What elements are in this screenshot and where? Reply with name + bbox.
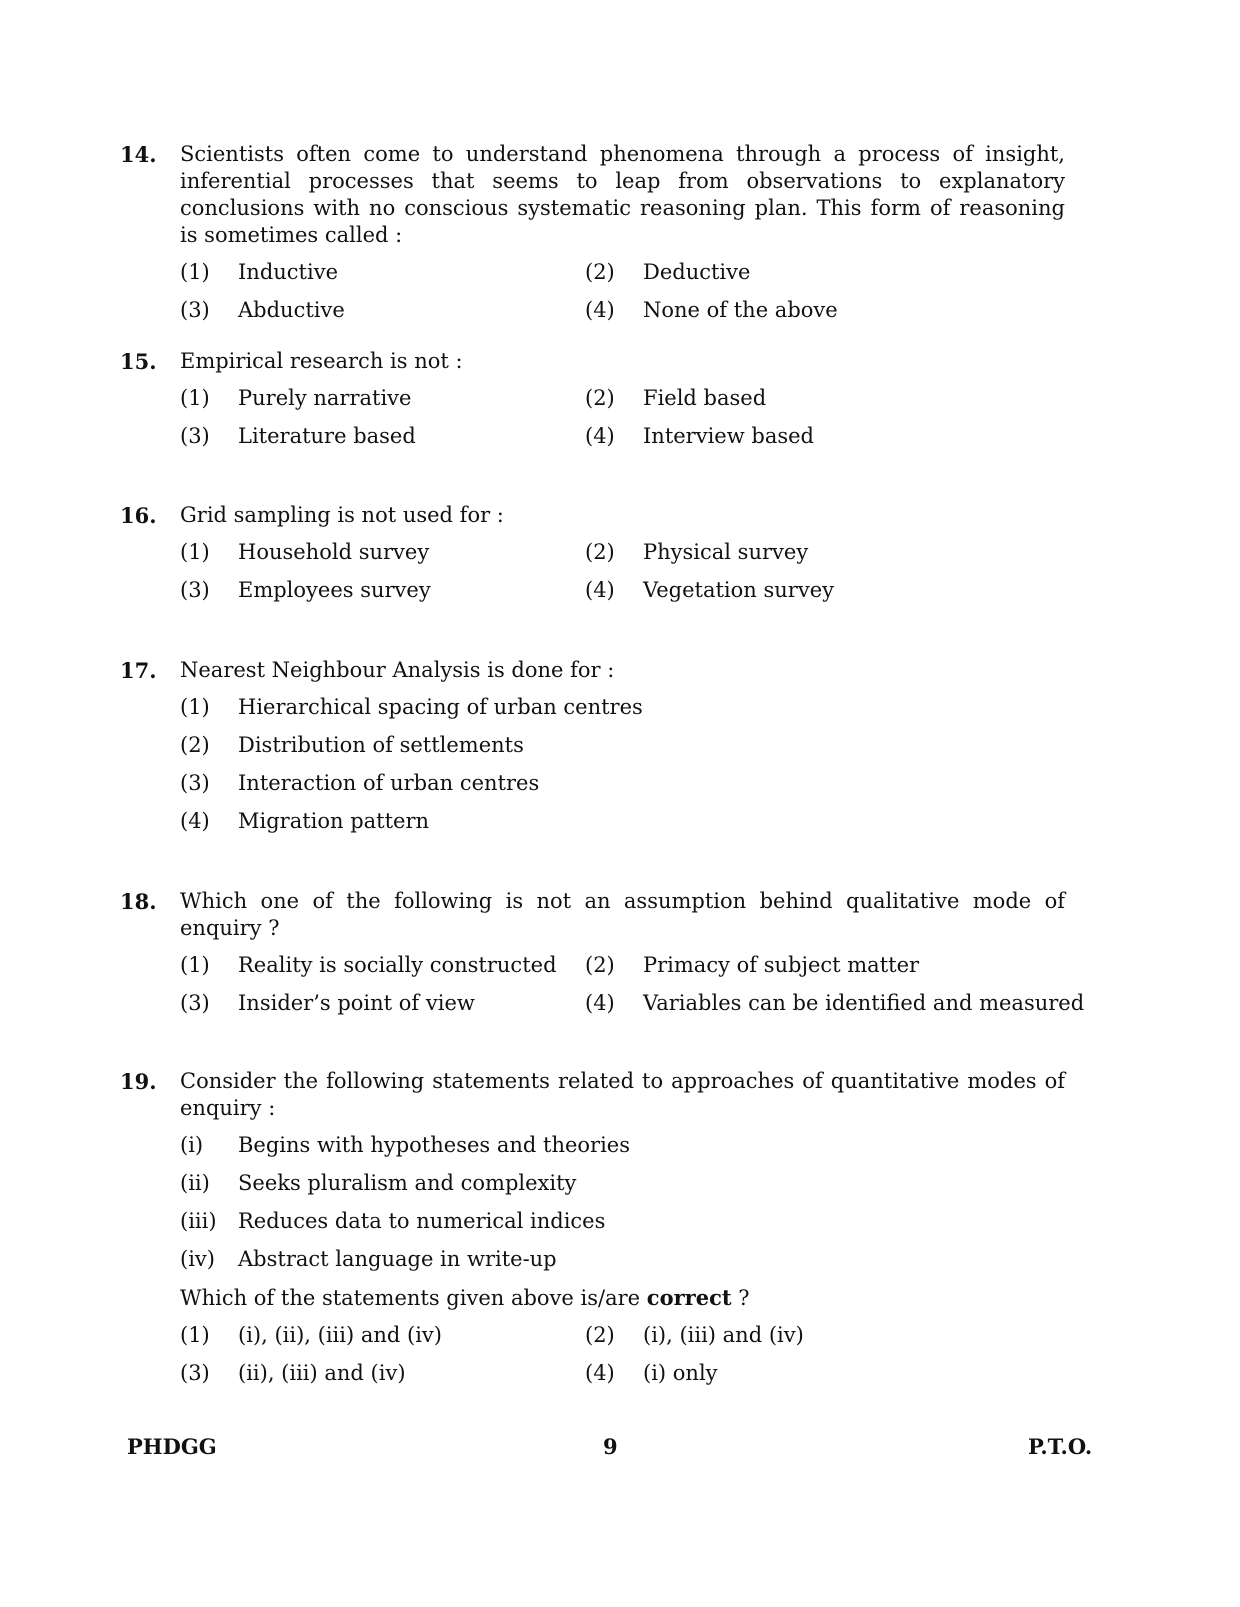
option-2 <box>180 732 1065 759</box>
option-text: Interview based <box>643 424 814 448</box>
statement-text: Abstract language in write-up <box>238 1247 557 1271</box>
option-4 <box>585 1360 1065 1387</box>
option-number: (1) <box>180 386 210 410</box>
option-number: (3) <box>180 1361 210 1385</box>
option-text: Physical survey <box>643 540 809 564</box>
options <box>180 952 1085 1017</box>
statement-number: (i) <box>180 1133 204 1157</box>
option-2 <box>585 1322 1065 1349</box>
option-4 <box>180 808 1065 835</box>
question-text: Scientists often come to understand phenomena through a process of insight, inferential processes that seems to leap from observations to explanatory conclusions with no conscious systematic reasoning plan. This form of reasoning is sometimes called : <box>180 142 1065 247</box>
question-18 <box>120 888 1085 1017</box>
statement-text: Seeks pluralism and complexity <box>238 1171 577 1195</box>
option-4 <box>585 990 1085 1017</box>
option-2 <box>585 385 1065 412</box>
option-3 <box>180 423 585 450</box>
option-text: Vegetation survey <box>643 578 834 602</box>
option-text: Reality is socially constructed <box>238 953 557 977</box>
option-number: (2) <box>585 540 615 564</box>
option-text: Household survey <box>238 540 430 564</box>
question-text: Consider the following statements related to approaches of quantitative modes of enquiry : <box>180 1069 1065 1120</box>
follow-up-bold: correct <box>646 1285 732 1310</box>
option-text: Inductive <box>238 260 338 284</box>
option-number: (3) <box>180 771 210 795</box>
option-text: (i), (ii), (iii) and (iv) <box>238 1323 442 1347</box>
option-number: (1) <box>180 1323 210 1347</box>
option-number: (4) <box>585 424 615 448</box>
option-number: (1) <box>180 953 210 977</box>
option-text: Insider’s point of view <box>238 991 475 1015</box>
pto-label: P.T.O. <box>1028 1434 1093 1459</box>
option-text: Variables can be identified and measured <box>643 991 1085 1015</box>
option-1 <box>180 1322 585 1349</box>
option-number: (2) <box>180 733 210 757</box>
option-3 <box>180 1360 585 1387</box>
statement-ii <box>180 1170 1065 1197</box>
option-3 <box>180 990 585 1017</box>
option-1 <box>180 952 585 979</box>
option-4 <box>585 577 1065 604</box>
follow-up-text: Which of the statements given above is/are <box>180 1286 641 1310</box>
options <box>180 259 1065 324</box>
question-number: 14. <box>120 142 157 167</box>
option-text: Field based <box>643 386 767 410</box>
question-text: Which one of the following is not an assumption behind qualitative mode of enquiry ? <box>180 889 1065 940</box>
option-text: None of the above <box>643 298 838 322</box>
statement-iii <box>180 1208 1065 1235</box>
statement-number: (ii) <box>180 1171 210 1195</box>
option-3 <box>180 577 585 604</box>
option-text: (ii), (iii) and (iv) <box>238 1361 406 1385</box>
option-1 <box>180 694 1065 721</box>
question-number: 18. <box>120 889 157 914</box>
option-text: Primacy of subject matter <box>643 953 920 977</box>
option-number: (4) <box>180 809 210 833</box>
option-text: Distribution of settlements <box>238 733 524 757</box>
option-number: (1) <box>180 695 210 719</box>
options <box>180 385 1065 450</box>
question-text: Empirical research is not : <box>180 349 463 373</box>
page-number: 9 <box>603 1434 618 1459</box>
statement-number: (iii) <box>180 1209 217 1233</box>
option-number: (2) <box>585 953 615 977</box>
option-number: (4) <box>585 991 615 1015</box>
options <box>180 539 1065 604</box>
option-text: Employees survey <box>238 578 431 602</box>
option-number: (4) <box>585 578 615 602</box>
follow-up-question <box>180 1284 1065 1312</box>
question-number: 16. <box>120 503 157 528</box>
option-3 <box>180 770 1065 797</box>
question-text: Grid sampling is not used for : <box>180 503 504 527</box>
option-text: Abductive <box>238 298 345 322</box>
option-text: Deductive <box>643 260 751 284</box>
option-number: (2) <box>585 1323 615 1347</box>
option-number: (1) <box>180 540 210 564</box>
option-number: (4) <box>585 1361 615 1385</box>
option-1 <box>180 259 585 286</box>
option-number: (3) <box>180 578 210 602</box>
question-14 <box>120 141 1065 324</box>
option-text: (i) only <box>643 1361 718 1385</box>
option-3 <box>180 297 585 324</box>
option-text: (i), (iii) and (iv) <box>643 1323 804 1347</box>
option-number: (1) <box>180 260 210 284</box>
option-1 <box>180 385 585 412</box>
option-text: Migration pattern <box>238 809 430 833</box>
options <box>180 1322 1065 1387</box>
option-2 <box>585 952 1065 979</box>
question-number: 19. <box>120 1069 157 1094</box>
statements <box>180 1132 1065 1273</box>
option-number: (4) <box>585 298 615 322</box>
option-4 <box>585 297 1065 324</box>
statement-i <box>180 1132 1065 1159</box>
question-17 <box>120 657 1065 835</box>
question-19 <box>120 1068 1065 1387</box>
statement-text: Reduces data to numerical indices <box>238 1209 606 1233</box>
question-number: 15. <box>120 349 157 374</box>
question-16 <box>120 502 1065 604</box>
question-number: 17. <box>120 658 157 683</box>
statement-iv <box>180 1246 1065 1273</box>
option-number: (3) <box>180 991 210 1015</box>
option-text: Hierarchical spacing of urban centres <box>238 695 643 719</box>
option-number: (3) <box>180 424 210 448</box>
option-number: (3) <box>180 298 210 322</box>
option-text: Literature based <box>238 424 416 448</box>
question-text: Nearest Neighbour Analysis is done for : <box>180 658 615 682</box>
option-1 <box>180 539 585 566</box>
option-text: Interaction of urban centres <box>238 771 540 795</box>
option-2 <box>585 539 1065 566</box>
option-number: (2) <box>585 260 615 284</box>
statement-number: (iv) <box>180 1247 215 1271</box>
question-15 <box>120 348 1065 450</box>
option-4 <box>585 423 1065 450</box>
paper-code: PHDGG <box>127 1434 217 1459</box>
option-number: (2) <box>585 386 615 410</box>
option-text: Purely narrative <box>238 386 412 410</box>
options <box>180 694 1065 835</box>
option-2 <box>585 259 1065 286</box>
statement-text: Begins with hypotheses and theories <box>238 1133 631 1157</box>
follow-up-end: ? <box>738 1286 750 1310</box>
